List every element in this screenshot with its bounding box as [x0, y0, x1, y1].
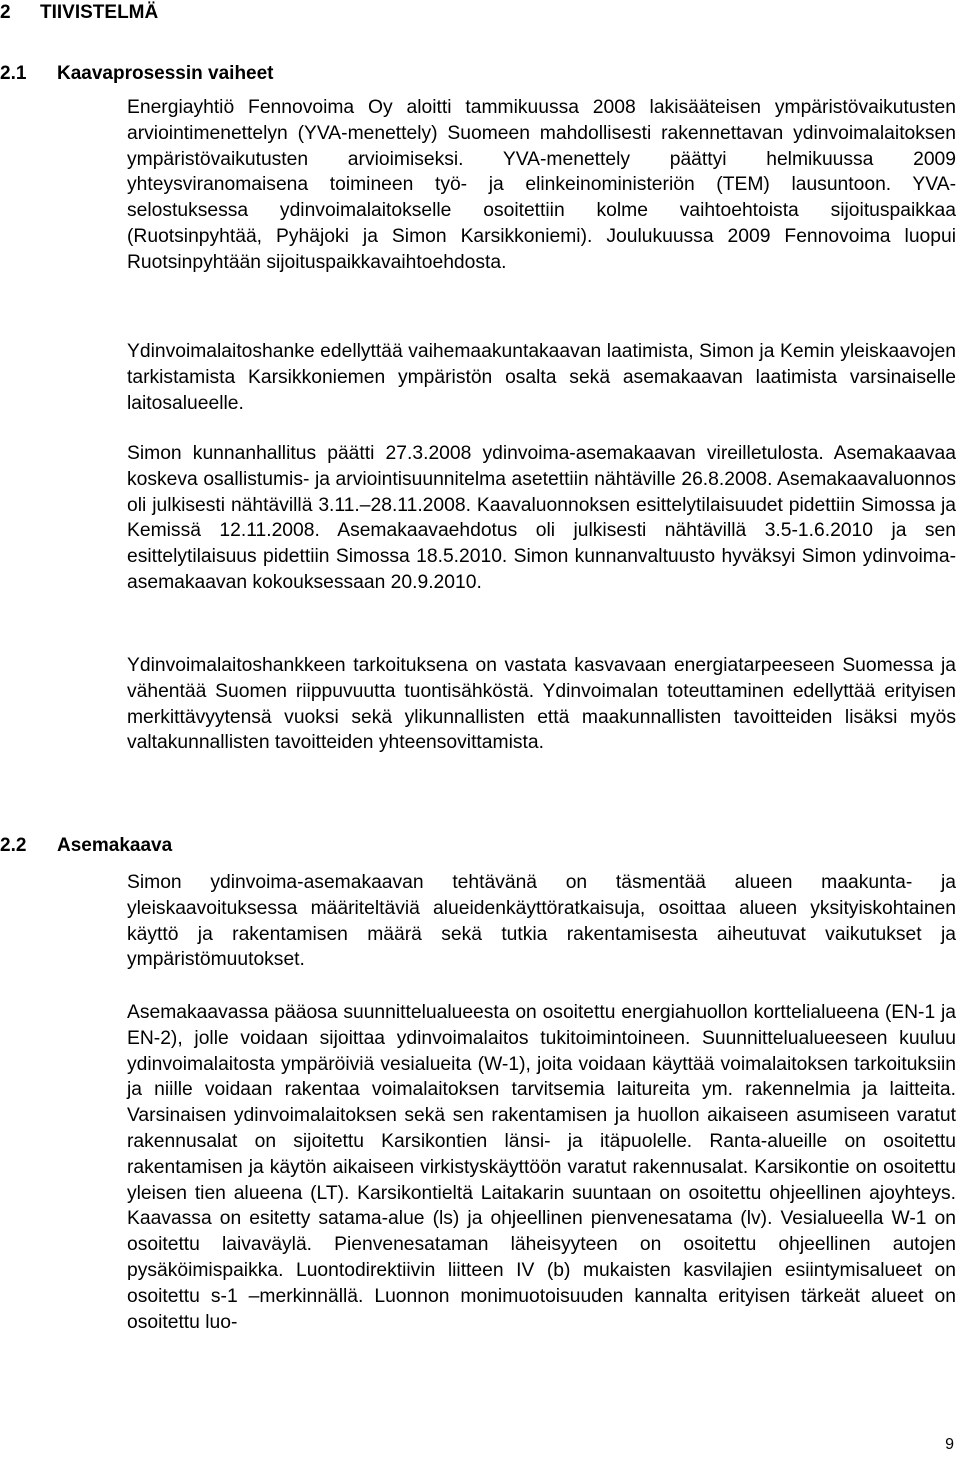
paragraph: Ydinvoimalaitoshanke edellyttää vaihemaakuntakaavan laatimista, Simon ja Kemin yleiskaavojen tarkistamista Karsikkoniemen ympäristön osalta sekä asemakaavan laatimista varsinaiselle laitosalueelle.: [127, 341, 956, 414]
paragraph: Simon kunnanhallitus päätti 27.3.2008 ydinvoima-asemakaavan vireilletulosta. Asemakaavaa koskeva osallistumis- ja arviointisuunnitelma asetettiin nähtäville 26.8.2008. Asemakaavaluonnos oli julkisesti nähtävillä 3.11.–28.11.2008. Kaavaluonnoksen esittelytilaisuudet pidettiin Simossa ja Kemissä 12.11.2008. Asemakaavaehdotus oli julkisesti nähtävillä 3.5-1.6.2010 ja sen esittelytilaisuus pidettiin Simossa 18.5.2010. Simon kunnanvaltuusto hyväksyi Simon ydinvoima-asemakaavan kokouksessaan 20.9.2010.: [127, 443, 956, 593]
paragraph: Ydinvoimalaitoshankkeen tarkoituksena on vastata kasvavaan energiatarpeeseen Suomessa ja vähentää Suomen riippuvuutta tuontisähköstä. Ydinvoimalan toteuttaminen edellyttää erityisen merkittävyytensä vuoksi sekä ylikunnallisten että maakunnallisten tavoitteiden lisäksi myös valtakunnallisten tavoitteiden yhteensovittamista.: [127, 655, 956, 754]
paragraph: Energiayhtiö Fennovoima Oy aloitti tammikuussa 2008 lakisääteisen ympäristövaikutusten arviointimenettelyn (YVA-menettely) Suomeen mahdollisesti rakennettavan ydinvoimalaitoksen ympäristövaikutusten arvioimiseksi. YVA-menettely päättyi helmikuussa 2009 yhteysviranomaisena toimineen työ- ja elinkeinoministeriön (TEM) lausuntoon. YVA-selostuksessa ydinvoimalaitokselle osoitettiin kolme vaihtoehtoista sijoituspaikkaa (Ruotsinpyhtää, Pyhäjoki ja Simon Karsikkoniemi). Joulukuussa 2009 Fennovoima luopui Ruotsinpyhtään sijoituspaikkavaihtoehdosta.: [127, 97, 956, 273]
section-title: Asemakaava: [57, 835, 173, 856]
section-title: Kaavaprosessin vaiheet: [57, 63, 274, 84]
paragraph: Simon ydinvoima-asemakaavan tehtävänä on täsmentää alueen maakunta- ja yleiskaavoituksessa määriteltäviä alueidenkäyttöratkaisuja, osoittaa alueen yksityiskohtainen käyttö ja rakentamisen määrä sekä tutkia rakentamisesta aiheutuvat vaikutukset ja ympäristömuutokset.: [127, 872, 956, 971]
chapter-title: TIIVISTELMÄ: [40, 2, 159, 23]
section-number: 2.1: [0, 63, 27, 84]
section-number: 2.2: [0, 835, 27, 856]
paragraph: Asemakaavassa pääosa suunnittelualueesta on osoitettu energiahuollon korttelialueena (EN-1 ja EN-2), jolle voidaan sijoittaa ydinvoimalaitos tukitoimintoineen. Suunnittelualueeseen kuuluu ydinvoimalaitosta ympäröiviä vesialueita (W-1), joita voidaan käyttää voimalaitoksen tarkoituksiin ja niille voidaan rakentaa voimalaitoksen tarvitsemia laitureita ym. rakennelmia ja laitteita. Varsinaisen ydinvoimalaitoksen sekä sen rakentamisen ja huollon aikaiseen asumiseen varatut rakennusalat on sijoitettu Karsikontien länsi- ja itäpuolelle. Ranta-alueille on osoitettu rakentamisen ja käytön aikaiseen virkistyskäyttöön varatut rakennusalat. Karsikontie on osoitettu yleisen tien alueena (LT). Karsikontieltä Laitakarin suuntaan on osoitettu ohjeellinen ajoyhteys. Kaavassa on esitetty satama-alue (ls) ja ohjeellinen pienvenesatama (lv). Vesialueella W-1 on osoitettu laivaväylä. Pienvenesataman läheisyyteen on osoitettu ohjeellinen autojen pysäköimispaikka. Luontodirektiivin liitteen IV (b) mukaisten kasvilajien esiintymisalueet on osoitettu s-1 –merkinnällä. Luonnon monimuotoisuuden kannalta erityisen tärkeät alueet on osoitettu luo-: [127, 1002, 956, 1333]
section-heading-2-1: [0, 63, 274, 85]
chapter-heading: [0, 2, 158, 24]
chapter-number: 2: [0, 2, 11, 23]
section-heading-2-2: [0, 835, 172, 857]
page-number: 9: [945, 1436, 954, 1453]
